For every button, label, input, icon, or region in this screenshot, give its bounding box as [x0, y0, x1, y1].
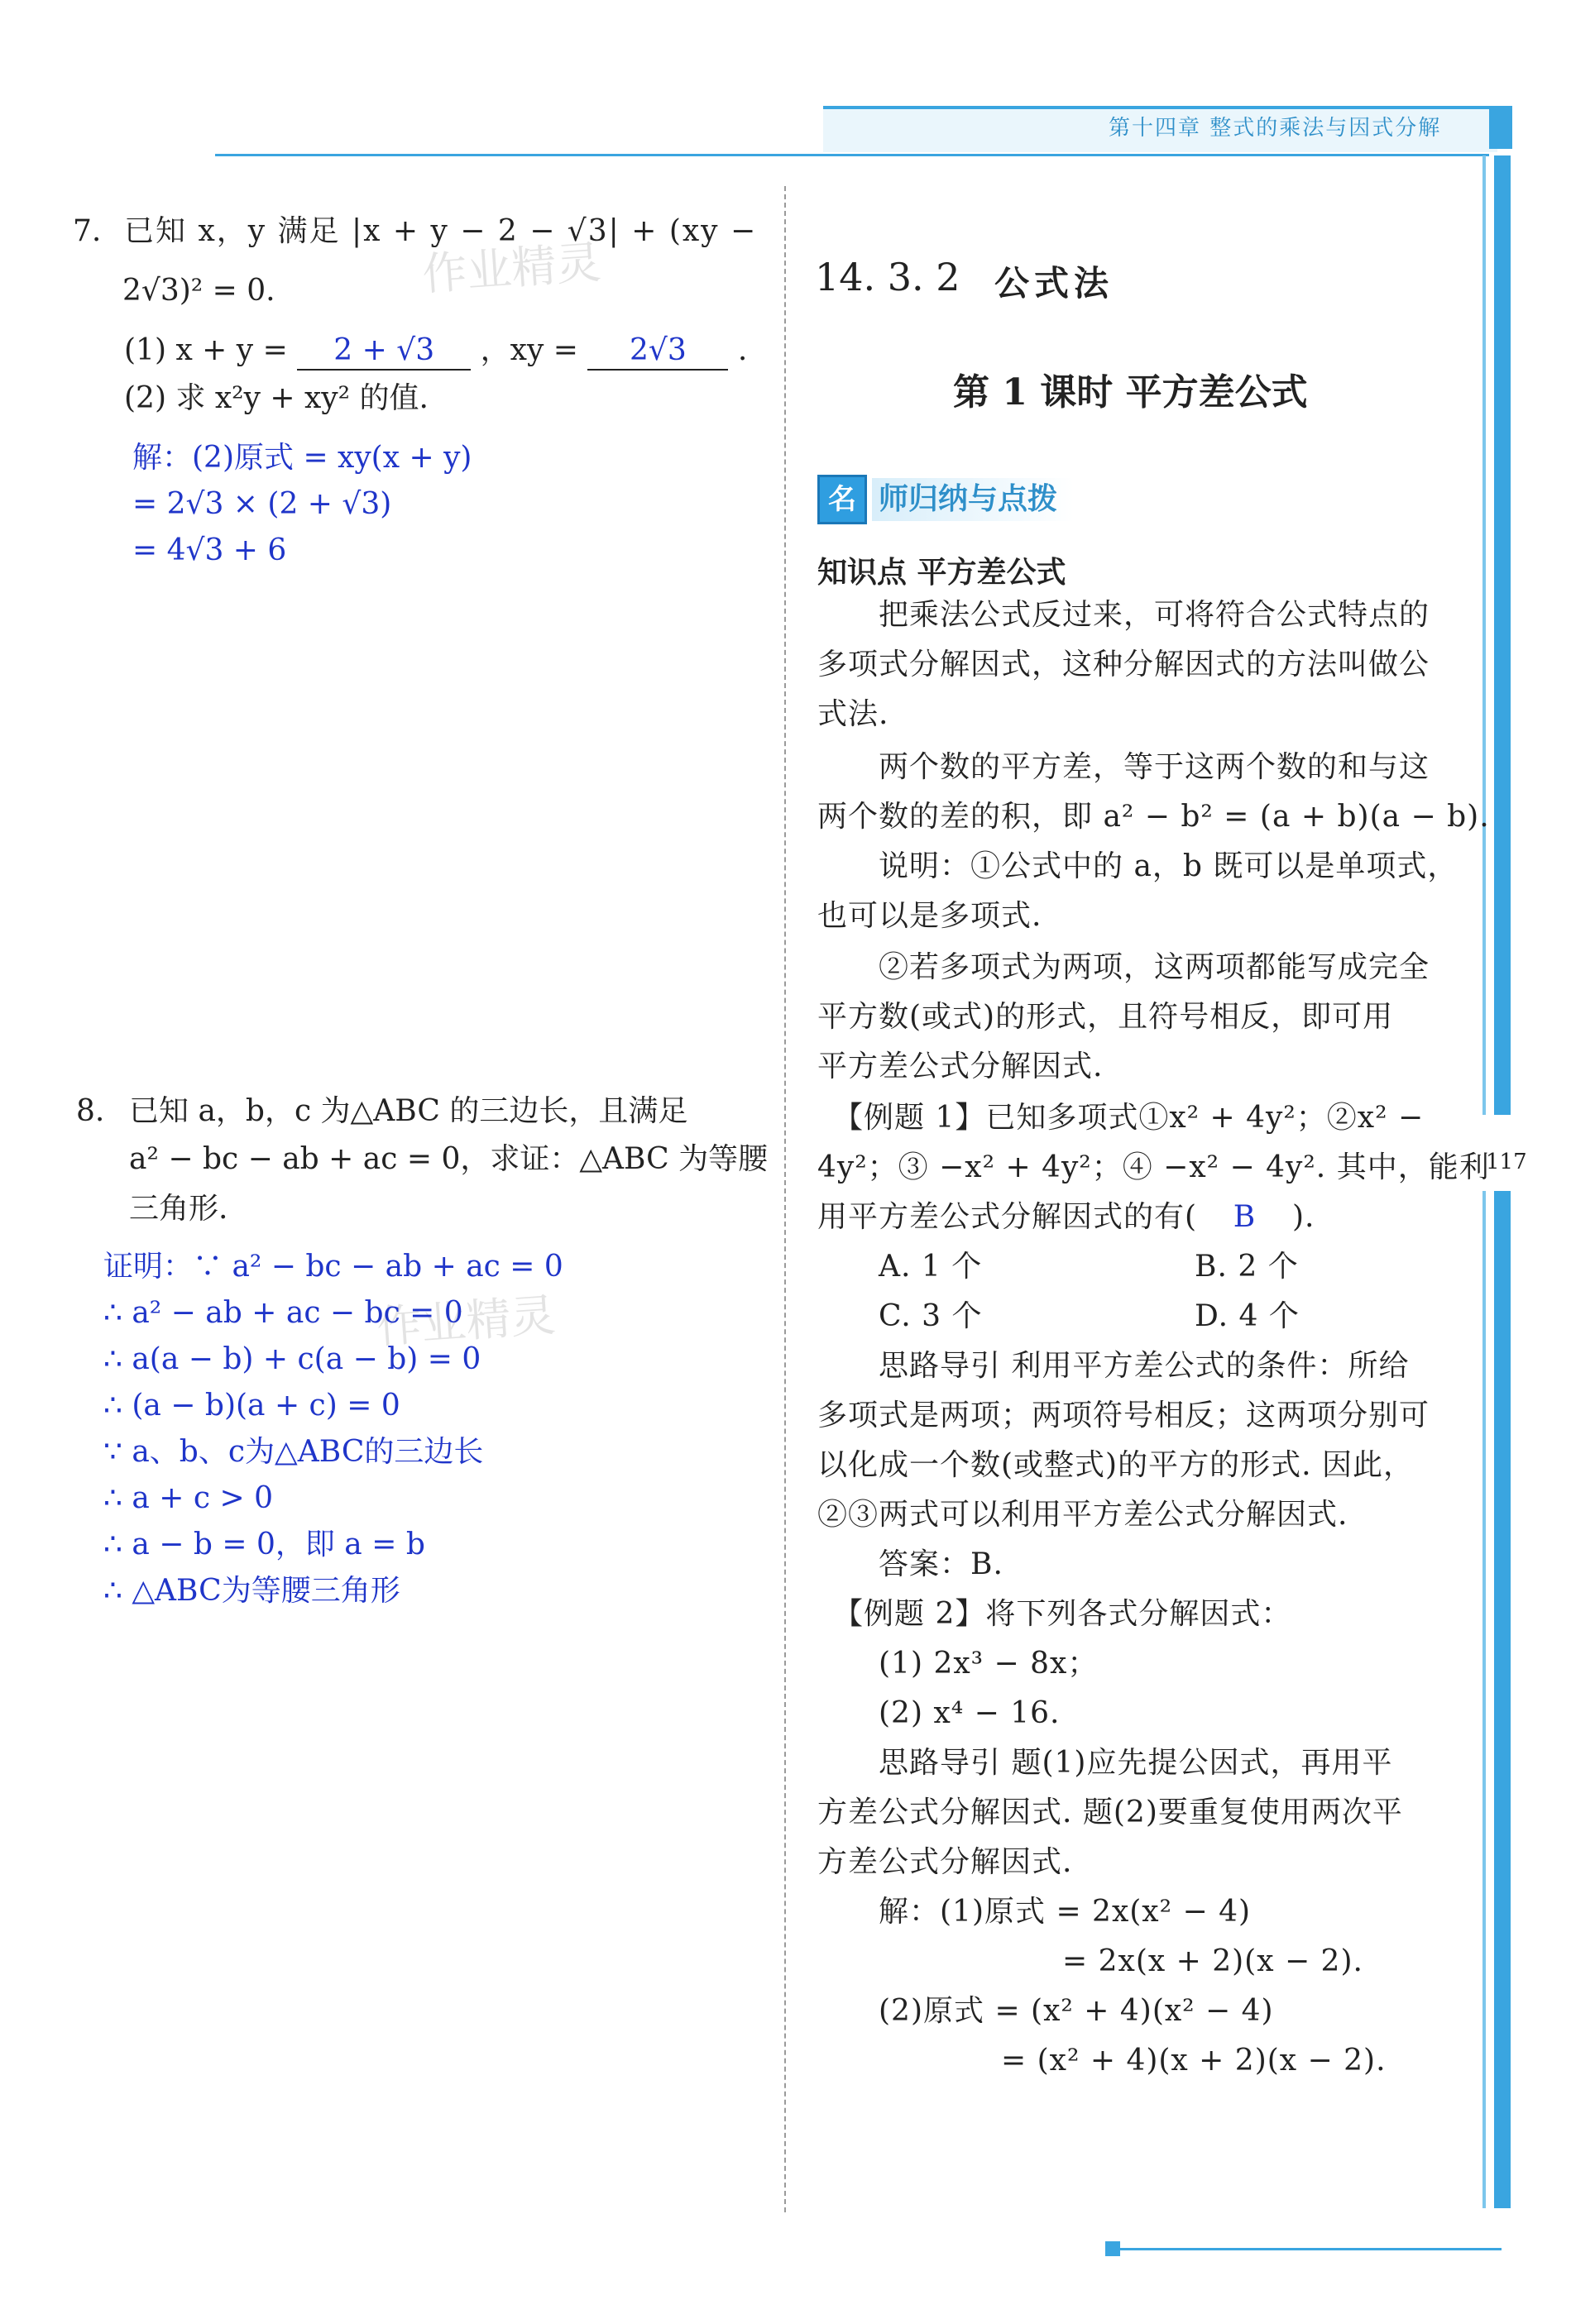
q8-line3: 三角形.: [129, 1192, 228, 1226]
margin-bar-bottom-thin: [1482, 1191, 1486, 2208]
q7-answer-product: 2√3: [587, 332, 728, 371]
header-tab: [1489, 106, 1512, 149]
example1-line: 【例题 1】已知多项式①x² + 4y²；②x² −: [817, 1101, 1425, 1135]
lesson-title: 第 1 课时 平方差公式: [953, 371, 1308, 414]
body-line: 多项式分解因式，这种分解因式的方法叫做公: [817, 648, 1430, 681]
example1-close: ).: [1291, 1200, 1315, 1234]
option-c: C. 3 个: [817, 1299, 983, 1333]
example1-line: 4y²；③ −x² + 4y²；④ −x² − 4y². 其中，能利: [817, 1150, 1490, 1184]
body-line: 平方差公式分解因式.: [817, 1050, 1104, 1083]
q7-part2: (2) 求 x²y + xy² 的值.: [124, 381, 429, 415]
footer-rule: [1113, 2248, 1502, 2250]
q7-solution-line: 解：(2)原式 = xy(x + y): [132, 441, 472, 475]
q8-proof-line: ∵ a、b、c为△ABC的三边长: [103, 1435, 484, 1469]
column-divider: [784, 186, 786, 2212]
example2-line: (1) 2x³ − 8x；: [817, 1647, 1099, 1681]
q8-line1: 已知 a，b，c 为△ABC 的三边长，且满足: [129, 1094, 688, 1128]
section-title: 公式法: [994, 263, 1114, 304]
solution-line: (2)原式 = (x² + 4)(x² − 4): [817, 1994, 1274, 2028]
q7-line2: 2√3)² = 0.: [122, 274, 275, 308]
q7-line1: 已知 x，y 满足 |x + y − 2 − √3| + (xy −: [124, 214, 758, 248]
watermark: 作业精灵: [420, 236, 603, 301]
q8-proof-line: ∴ (a − b)(a + c) = 0: [103, 1389, 400, 1423]
body-line: ②若多项式为两项，这两项都能写成完全: [817, 950, 1430, 984]
body-line: 两个数的平方差，等于这两个数的和与这: [817, 750, 1430, 784]
body-line: 式法.: [817, 697, 889, 731]
option-b: B. 2 个: [1195, 1250, 1299, 1284]
footer-square: [1105, 2241, 1120, 2256]
hint2-line: 方差公式分解因式. 题(2)要重复使用两次平: [817, 1796, 1403, 1829]
body-line: 两个数的差的积，即 a² − b² = (a + b)(a − b).: [817, 800, 1490, 834]
solution-line: = (x² + 4)(x + 2)(x − 2).: [817, 2044, 1387, 2078]
body-line: 也可以是多项式.: [817, 899, 1042, 933]
knowledge-point: 知识点 平方差公式: [817, 556, 1066, 590]
q8-proof-line: ∴ △ABC为等腰三角形: [103, 1574, 400, 1608]
q7-part1: [124, 332, 747, 371]
header-rule: [215, 154, 1489, 156]
margin-bar-top-thin: [1482, 155, 1486, 1115]
badge-text: 师归纳与点拨: [872, 478, 1074, 521]
body-line: 把乘法公式反过来，可将符合公式特点的: [817, 598, 1430, 632]
example1-answer: B: [1233, 1200, 1257, 1234]
q8-proof-line: ∴ a(a − b) + c(a − b) = 0: [103, 1342, 481, 1376]
header-chapter: 第十四章 整式的乘法与因式分解: [1109, 116, 1442, 141]
q8-proof-line: ∴ a² − ab + ac − bc = 0: [103, 1296, 463, 1330]
body-line: 说明：①公式中的 a，b 既可以是单项式，: [817, 849, 1458, 883]
q8-proof-line: ∴ a + c > 0: [103, 1481, 273, 1515]
hint-line: 思路导引 利用平方差公式的条件：所给: [817, 1349, 1410, 1383]
solution-line: 解：(1)原式 = 2x(x² − 4): [817, 1895, 1252, 1929]
q7-solution-line: = 4√3 + 6: [132, 533, 287, 567]
q7-part1-end: .: [737, 333, 748, 367]
solution-line: = 2x(x + 2)(x − 2).: [817, 1944, 1363, 1978]
q7-part1-mid: ，xy =: [480, 333, 578, 367]
watermark: 作业精灵: [375, 1289, 558, 1354]
margin-bar-top: [1494, 155, 1511, 1115]
q8-proof-line: ∴ a − b = 0，即 a = b: [103, 1528, 425, 1561]
answer-line: 答案：B.: [817, 1547, 1003, 1581]
badge-icon: 名: [817, 475, 867, 524]
example2-line: (2) x⁴ − 16.: [817, 1696, 1061, 1730]
section-number: 14. 3. 2: [815, 255, 960, 299]
page-number: 117: [1486, 1150, 1527, 1174]
q7-number: 7.: [73, 214, 102, 248]
example1-line: [817, 1199, 1315, 1236]
q8-number: 8.: [76, 1094, 105, 1128]
q7-answer-sum: 2 + √3: [297, 332, 471, 371]
hint-line: ②③两式可以利用平方差公式分解因式.: [817, 1498, 1348, 1532]
hint2-line: 方差公式分解因式.: [817, 1845, 1073, 1879]
example2-line: 【例题 2】将下列各式分解因式：: [817, 1597, 1292, 1631]
hint2-line: 思路导引 题(1)应先提公因式，再用平: [817, 1746, 1393, 1780]
option-a: A. 1 个: [817, 1250, 983, 1284]
q7-part1-prefix: (1) x + y =: [124, 333, 288, 367]
badge: [817, 475, 1074, 524]
example1-question: 用平方差公式分解因式的有(: [817, 1200, 1198, 1234]
hint-line: 多项式是两项；两项符号相反；这两项分别可: [817, 1399, 1430, 1432]
margin-bar-bottom: [1494, 1191, 1511, 2208]
hint-line: 以化成一个数(或整式)的平方的形式. 因此，: [817, 1448, 1414, 1482]
q8-proof-line: 证明：∵ a² − bc − ab + ac = 0: [103, 1250, 563, 1284]
q8-line2: a² − bc − ab + ac = 0，求证：△ABC 为等腰: [129, 1142, 769, 1176]
q7-solution-line: = 2√3 × (2 + √3): [132, 487, 392, 521]
body-line: 平方数(或式)的形式，且符号相反，即可用: [817, 1000, 1394, 1034]
option-d: D. 4 个: [1195, 1299, 1300, 1333]
